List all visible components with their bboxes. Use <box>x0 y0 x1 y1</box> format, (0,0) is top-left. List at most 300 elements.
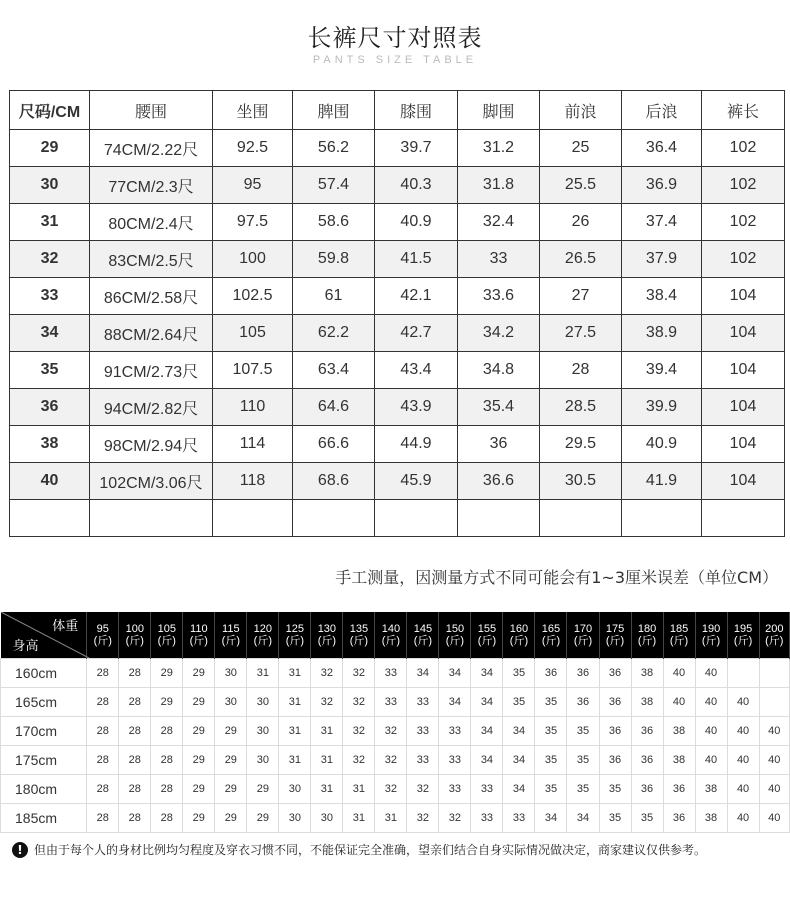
recommended-size-cell: 35 <box>631 804 663 833</box>
weight-col-header <box>407 612 439 659</box>
recommended-size-cell: 29 <box>183 775 215 804</box>
weight-col-header <box>695 612 727 659</box>
size-cell: 95 <box>213 167 293 204</box>
size-cell: 40.9 <box>622 426 702 463</box>
weight-unit: (斤) <box>765 635 784 647</box>
weight-value: 145 <box>413 623 433 635</box>
size-cell: 38.4 <box>622 278 702 315</box>
weight-col-header <box>215 612 247 659</box>
size-cell <box>540 500 622 537</box>
recommended-size-cell: 31 <box>279 746 311 775</box>
weight-value: 165 <box>541 623 561 635</box>
weight-value: 170 <box>573 623 593 635</box>
size-cell: 25 <box>540 130 622 167</box>
size-label <box>10 500 90 537</box>
size-cell: 39.9 <box>622 389 702 426</box>
recommended-size-cell: 33 <box>407 746 439 775</box>
weight-label: 体重 <box>52 618 79 633</box>
weight-col-header <box>87 612 119 659</box>
weight-value: 110 <box>190 623 208 635</box>
recommended-size-cell: 34 <box>439 688 471 717</box>
height-row <box>1 804 790 833</box>
size-cell: 80CM/2.4尺 <box>90 204 213 241</box>
size-cell: 110 <box>213 389 293 426</box>
recommended-size-cell: 33 <box>439 717 471 746</box>
recommended-size-cell: 40 <box>695 746 727 775</box>
recommended-size-cell: 36 <box>631 775 663 804</box>
size-cell: 88CM/2.64尺 <box>90 315 213 352</box>
recommended-size-cell: 28 <box>87 688 119 717</box>
size-cell: 102.5 <box>213 278 293 315</box>
size-cell: 56.2 <box>293 130 375 167</box>
recommended-size-cell: 36 <box>599 746 631 775</box>
size-row <box>10 352 785 389</box>
recommended-size-cell: 36 <box>631 746 663 775</box>
size-cell: 33 <box>458 241 540 278</box>
recommended-size-cell: 40 <box>727 775 759 804</box>
size-cell: 66.6 <box>293 426 375 463</box>
recommended-size-cell: 30 <box>215 688 247 717</box>
recommended-size-cell: 33 <box>439 775 471 804</box>
weight-unit: (斤) <box>221 635 240 647</box>
weight-unit: (斤) <box>349 635 369 647</box>
recommended-size-cell: 40 <box>695 688 727 717</box>
size-cell: 104 <box>702 352 785 389</box>
recommended-size-cell: 38 <box>631 659 663 688</box>
weight-unit: (斤) <box>733 635 753 647</box>
height-row <box>1 717 790 746</box>
height-row <box>1 775 790 804</box>
weight-col-header <box>471 612 503 659</box>
recommended-size-cell: 31 <box>247 659 279 688</box>
recommended-size-cell: 29 <box>215 746 247 775</box>
size-col-header: 膝围 <box>375 91 458 130</box>
size-row <box>10 389 785 426</box>
weight-unit: (斤) <box>93 635 112 647</box>
recommended-size-cell: 29 <box>151 659 183 688</box>
recommended-size-cell: 32 <box>375 717 407 746</box>
size-cell: 25.5 <box>540 167 622 204</box>
recommended-size-cell: 40 <box>663 659 695 688</box>
recommended-size-cell: 33 <box>439 746 471 775</box>
recommended-size-cell: 36 <box>567 688 599 717</box>
recommended-size-cell: 31 <box>311 775 343 804</box>
height-weight-table <box>0 612 790 833</box>
weight-value: 105 <box>157 623 176 635</box>
recommended-size-cell: 33 <box>375 659 407 688</box>
size-cell: 98CM/2.94尺 <box>90 426 213 463</box>
size-cell: 118 <box>213 463 293 500</box>
weight-unit: (斤) <box>541 635 561 647</box>
weight-value: 125 <box>285 623 305 635</box>
recommended-size-cell: 35 <box>567 717 599 746</box>
recommended-size-cell: 32 <box>343 746 375 775</box>
recommended-size-cell: 34 <box>407 659 439 688</box>
size-cell: 35.4 <box>458 389 540 426</box>
recommended-size-cell: 40 <box>727 717 759 746</box>
size-cell: 62.2 <box>293 315 375 352</box>
recommended-size-cell: 29 <box>215 717 247 746</box>
weight-col-header <box>279 612 311 659</box>
recommended-size-cell: 36 <box>599 659 631 688</box>
size-row <box>10 426 785 463</box>
recommended-size-cell: 32 <box>343 659 375 688</box>
recommended-size-cell: 30 <box>215 659 247 688</box>
weight-unit: (斤) <box>253 635 272 647</box>
recommended-size-cell: 31 <box>343 775 375 804</box>
size-table <box>9 90 785 537</box>
recommended-size-cell: 29 <box>183 659 215 688</box>
size-cell: 45.9 <box>375 463 458 500</box>
weight-value: 150 <box>445 623 465 635</box>
size-cell: 83CM/2.5尺 <box>90 241 213 278</box>
weight-col-header <box>151 612 183 659</box>
weight-col-header <box>567 612 599 659</box>
recommended-size-cell: 31 <box>375 804 407 833</box>
recommended-size-cell: 40 <box>727 746 759 775</box>
height-label-cell: 185cm <box>1 804 87 833</box>
size-col-header: 脚围 <box>458 91 540 130</box>
recommended-size-cell: 31 <box>279 717 311 746</box>
weight-unit: (斤) <box>157 635 176 647</box>
weight-unit: (斤) <box>669 635 689 647</box>
weight-value: 140 <box>381 623 401 635</box>
recommended-size-cell: 40 <box>663 688 695 717</box>
weight-unit: (斤) <box>477 635 497 647</box>
weight-value: 195 <box>733 623 753 635</box>
recommended-size-cell: 34 <box>471 717 503 746</box>
recommended-size-cell: 40 <box>759 775 789 804</box>
recommended-size-cell: 30 <box>247 717 279 746</box>
size-label: 40 <box>10 463 90 500</box>
recommended-size-cell: 31 <box>311 717 343 746</box>
weight-unit: (斤) <box>573 635 593 647</box>
recommended-size-cell: 30 <box>279 775 311 804</box>
size-cell: 102 <box>702 204 785 241</box>
recommended-size-cell: 28 <box>119 717 151 746</box>
height-weight-header <box>1 612 790 659</box>
size-row <box>10 500 785 537</box>
size-cell: 92.5 <box>213 130 293 167</box>
recommended-size-cell: 35 <box>599 775 631 804</box>
size-row <box>10 278 785 315</box>
size-label: 34 <box>10 315 90 352</box>
size-cell: 68.6 <box>293 463 375 500</box>
weight-col-header <box>535 612 567 659</box>
size-row <box>10 463 785 500</box>
weight-col-header <box>311 612 343 659</box>
recommended-size-cell: 32 <box>343 688 375 717</box>
size-cell <box>90 500 213 537</box>
recommended-size-cell: 32 <box>311 659 343 688</box>
weight-col-header <box>183 612 215 659</box>
recommended-size-cell: 34 <box>471 659 503 688</box>
height-label-cell: 165cm <box>1 688 87 717</box>
size-col-header: 尺码/CM <box>10 91 90 130</box>
recommended-size-cell: 28 <box>87 775 119 804</box>
size-row <box>10 130 785 167</box>
recommended-size-cell: 40 <box>695 717 727 746</box>
size-cell: 44.9 <box>375 426 458 463</box>
weight-col-header <box>503 612 535 659</box>
size-cell: 33.6 <box>458 278 540 315</box>
recommended-size-cell: 29 <box>215 804 247 833</box>
weight-value: 115 <box>222 623 240 635</box>
recommended-size-cell <box>759 688 789 717</box>
recommended-size-cell: 31 <box>279 659 311 688</box>
recommended-size-cell: 28 <box>151 775 183 804</box>
size-cell: 37.4 <box>622 204 702 241</box>
height-label-cell: 180cm <box>1 775 87 804</box>
weight-col-header <box>599 612 631 659</box>
footer-note <box>12 841 706 858</box>
recommended-size-cell: 35 <box>535 775 567 804</box>
recommended-size-cell: 30 <box>247 688 279 717</box>
weight-col-header <box>375 612 407 659</box>
recommended-size-cell: 35 <box>567 746 599 775</box>
recommended-size-cell: 34 <box>535 804 567 833</box>
recommended-size-cell: 34 <box>503 746 535 775</box>
size-cell: 57.4 <box>293 167 375 204</box>
size-cell <box>622 500 702 537</box>
recommended-size-cell: 36 <box>599 688 631 717</box>
size-cell: 59.8 <box>293 241 375 278</box>
size-cell: 43.9 <box>375 389 458 426</box>
size-cell: 86CM/2.58尺 <box>90 278 213 315</box>
size-cell: 38.9 <box>622 315 702 352</box>
size-cell: 39.4 <box>622 352 702 389</box>
size-cell: 63.4 <box>293 352 375 389</box>
weight-unit: (斤) <box>413 635 433 647</box>
size-cell: 104 <box>702 278 785 315</box>
recommended-size-cell: 40 <box>695 659 727 688</box>
size-cell: 100 <box>213 241 293 278</box>
size-label: 31 <box>10 204 90 241</box>
size-label: 35 <box>10 352 90 389</box>
size-cell: 27.5 <box>540 315 622 352</box>
size-cell: 39.7 <box>375 130 458 167</box>
size-cell: 32.4 <box>458 204 540 241</box>
weight-value: 130 <box>317 623 337 635</box>
size-col-header: 后浪 <box>622 91 702 130</box>
size-cell: 107.5 <box>213 352 293 389</box>
recommended-size-cell: 38 <box>663 746 695 775</box>
recommended-size-cell: 40 <box>759 717 789 746</box>
recommended-size-cell: 28 <box>151 804 183 833</box>
recommended-size-cell: 32 <box>375 775 407 804</box>
recommended-size-cell: 36 <box>599 717 631 746</box>
size-cell: 104 <box>702 426 785 463</box>
recommended-size-cell: 33 <box>375 688 407 717</box>
weight-unit: (斤) <box>509 635 529 647</box>
recommended-size-cell: 33 <box>407 717 439 746</box>
recommended-size-cell: 35 <box>503 688 535 717</box>
weight-unit: (斤) <box>317 635 337 647</box>
size-cell: 27 <box>540 278 622 315</box>
size-cell: 114 <box>213 426 293 463</box>
size-cell: 36 <box>458 426 540 463</box>
weight-unit: (斤) <box>637 635 657 647</box>
size-col-header: 裤长 <box>702 91 785 130</box>
size-label: 33 <box>10 278 90 315</box>
recommended-size-cell: 33 <box>471 804 503 833</box>
size-cell: 58.6 <box>293 204 375 241</box>
recommended-size-cell: 40 <box>727 804 759 833</box>
recommended-size-cell: 29 <box>183 804 215 833</box>
recommended-size-cell: 32 <box>407 775 439 804</box>
size-cell: 102CM/3.06尺 <box>90 463 213 500</box>
weight-unit: (斤) <box>701 635 721 647</box>
recommended-size-cell: 30 <box>311 804 343 833</box>
weight-col-header <box>631 612 663 659</box>
recommended-size-cell: 28 <box>87 746 119 775</box>
recommended-size-cell: 36 <box>535 659 567 688</box>
size-cell: 97.5 <box>213 204 293 241</box>
recommended-size-cell: 35 <box>567 775 599 804</box>
recommended-size-cell: 35 <box>503 659 535 688</box>
weight-value: 120 <box>253 623 273 635</box>
recommended-size-cell: 29 <box>247 804 279 833</box>
weight-value: 200 <box>765 623 784 635</box>
recommended-size-cell: 33 <box>407 688 439 717</box>
page-subtitle: PANTS SIZE TABLE <box>312 54 478 66</box>
recommended-size-cell: 28 <box>119 688 151 717</box>
size-cell: 36.9 <box>622 167 702 204</box>
size-col-header: 脾围 <box>293 91 375 130</box>
height-label-cell: 175cm <box>1 746 87 775</box>
size-cell: 28.5 <box>540 389 622 426</box>
size-cell: 36.6 <box>458 463 540 500</box>
size-cell: 40.9 <box>375 204 458 241</box>
weight-col-header <box>343 612 375 659</box>
recommended-size-cell <box>759 659 789 688</box>
size-col-header: 坐围 <box>213 91 293 130</box>
recommended-size-cell: 31 <box>343 804 375 833</box>
size-cell: 94CM/2.82尺 <box>90 389 213 426</box>
recommended-size-cell: 31 <box>311 746 343 775</box>
recommended-size-cell: 38 <box>695 804 727 833</box>
size-row <box>10 167 785 204</box>
size-row <box>10 241 785 278</box>
size-label: 30 <box>10 167 90 204</box>
weight-value: 180 <box>637 623 657 635</box>
recommended-size-cell: 28 <box>151 717 183 746</box>
recommended-size-cell: 29 <box>247 775 279 804</box>
size-cell: 40.3 <box>375 167 458 204</box>
weight-col-header <box>759 612 789 659</box>
size-cell: 102 <box>702 241 785 278</box>
recommended-size-cell: 31 <box>279 688 311 717</box>
recommended-size-cell: 34 <box>471 688 503 717</box>
size-cell: 102 <box>702 130 785 167</box>
recommended-size-cell: 38 <box>695 775 727 804</box>
size-label: 29 <box>10 130 90 167</box>
recommended-size-cell: 34 <box>503 717 535 746</box>
weight-col-header <box>439 612 471 659</box>
size-col-header: 腰围 <box>90 91 213 130</box>
recommended-size-cell: 28 <box>151 746 183 775</box>
size-cell <box>458 500 540 537</box>
size-cell: 29.5 <box>540 426 622 463</box>
size-cell: 26 <box>540 204 622 241</box>
weight-unit: (斤) <box>125 635 144 647</box>
recommended-size-cell: 33 <box>503 804 535 833</box>
size-table-header <box>10 91 785 130</box>
recommended-size-cell: 29 <box>183 746 215 775</box>
recommended-size-cell: 28 <box>87 717 119 746</box>
weight-value: 100 <box>125 623 144 635</box>
recommended-size-cell: 40 <box>759 746 789 775</box>
recommended-size-cell <box>727 659 759 688</box>
height-label-cell: 160cm <box>1 659 87 688</box>
recommended-size-cell: 32 <box>311 688 343 717</box>
size-cell: 41.5 <box>375 241 458 278</box>
weight-unit: (斤) <box>189 635 208 647</box>
size-cell: 42.7 <box>375 315 458 352</box>
height-row <box>1 746 790 775</box>
page-title: 长裤尺寸对照表 <box>307 24 483 52</box>
size-cell: 64.6 <box>293 389 375 426</box>
recommended-size-cell: 28 <box>87 804 119 833</box>
recommended-size-cell: 34 <box>471 746 503 775</box>
recommended-size-cell: 32 <box>407 804 439 833</box>
recommended-size-cell: 35 <box>535 688 567 717</box>
size-label: 36 <box>10 389 90 426</box>
footer-note-text: 但由于每个人的身材比例均匀程度及穿衣习惯不同，不能保证完全准确，望亲们结合自身实际情况做决定，商家建议仅供参考。 <box>34 843 707 857</box>
recommended-size-cell: 28 <box>119 804 151 833</box>
size-cell: 36.4 <box>622 130 702 167</box>
recommended-size-cell: 36 <box>631 717 663 746</box>
recommended-size-cell: 30 <box>247 746 279 775</box>
size-cell <box>702 500 785 537</box>
weight-value: 190 <box>701 623 721 635</box>
recommended-size-cell: 34 <box>567 804 599 833</box>
measure-note: 手工测量，因测量方式不同可能会有1~3厘米误差（单位CM） <box>335 568 778 587</box>
recommended-size-cell: 35 <box>535 746 567 775</box>
weight-unit: (斤) <box>381 635 401 647</box>
exclamation-icon: ! <box>12 842 28 858</box>
weight-value: 185 <box>669 623 689 635</box>
recommended-size-cell: 28 <box>119 746 151 775</box>
weight-col-header <box>663 612 695 659</box>
height-row <box>1 659 790 688</box>
height-row <box>1 688 790 717</box>
recommended-size-cell: 34 <box>439 659 471 688</box>
size-cell: 102 <box>702 167 785 204</box>
recommended-size-cell: 29 <box>215 775 247 804</box>
recommended-size-cell: 36 <box>663 775 695 804</box>
size-label: 38 <box>10 426 90 463</box>
size-cell: 91CM/2.73尺 <box>90 352 213 389</box>
size-cell <box>293 500 375 537</box>
height-label: 身高 <box>12 638 39 653</box>
size-col-header: 前浪 <box>540 91 622 130</box>
size-cell: 61 <box>293 278 375 315</box>
weight-value: 160 <box>509 623 529 635</box>
weight-col-header <box>247 612 279 659</box>
recommended-size-cell: 40 <box>727 688 759 717</box>
size-cell: 26.5 <box>540 241 622 278</box>
recommended-size-cell: 32 <box>343 717 375 746</box>
recommended-size-cell: 34 <box>503 775 535 804</box>
height-label-cell: 170cm <box>1 717 87 746</box>
size-cell: 30.5 <box>540 463 622 500</box>
weight-unit: (斤) <box>285 635 305 647</box>
size-row <box>10 315 785 352</box>
recommended-size-cell: 35 <box>599 804 631 833</box>
recommended-size-cell: 29 <box>183 688 215 717</box>
size-cell: 28 <box>540 352 622 389</box>
